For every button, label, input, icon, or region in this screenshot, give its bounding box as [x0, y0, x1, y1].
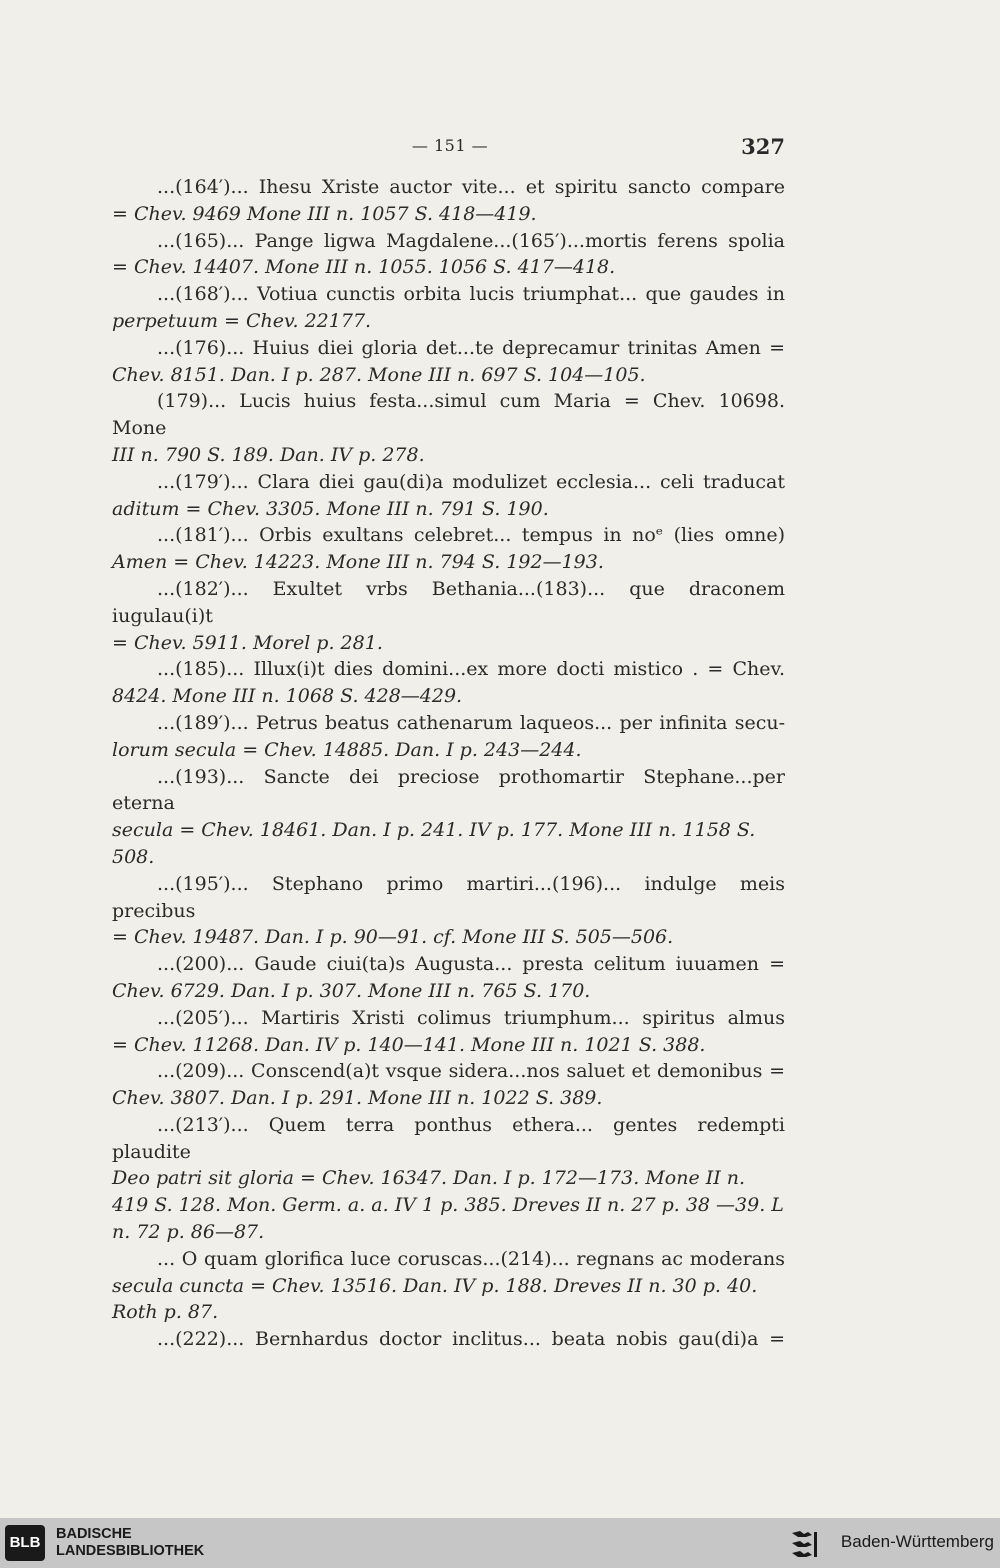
entry	[112, 522, 785, 576]
entry	[112, 1326, 785, 1353]
entry-first-line: ...(182′)... Exultet vrbs Bethania...(183)... que draconem iugulau(i)t	[112, 577, 785, 627]
entry	[112, 469, 785, 523]
entry-first-line: ...(165)... Pange ligwa Magdalene...(165′)...mortis ferens spolia	[157, 229, 785, 252]
library-name[interactable]	[56, 1526, 204, 1560]
lions-coat-of-arms-icon	[788, 1527, 824, 1561]
entry-first-line: ...(200)... Gaude ciui(ta)s Augusta... presta celitum iuuamen =	[157, 953, 785, 976]
entry-first-line: ... O quam glorifica luce coruscas...(214)... regnans ac moderans	[157, 1247, 785, 1270]
entry-first-line: ...(213′)... Quem terra ponthus ethera... gentes redempti plaudite	[112, 1113, 785, 1163]
entry-reference: perpetuum = Chev. 22177.	[112, 309, 372, 332]
entry	[112, 388, 785, 468]
entry-first-line: ...(168′)... Votiua cunctis orbita lucis triumphat... que gaudes in	[157, 283, 785, 306]
entry	[112, 1005, 785, 1059]
library-name-line1: BADISCHE	[56, 1526, 132, 1542]
entry-first-line: ...(195′)... Stephano primo martiri...(196)... indulge meis precibus	[112, 872, 785, 922]
entry-reference: lorum secula = Chev. 14885. Dan. I p. 243—244.	[112, 738, 582, 761]
entry-reference: Chev. 6729. Dan. I p. 307. Mone III n. 765 S. 170.	[112, 979, 591, 1002]
entry	[112, 174, 785, 228]
entry-reference: Deo patri sit gloria = Chev. 16347. Dan. I p. 172—173. Mone II n. 419 S. 128. Mon. Germ. a. a. IV 1 p. 385. Dreves II n. 27 p. 38 —39. L n. 72 p. 86—87.	[112, 1167, 784, 1244]
entry	[112, 871, 785, 951]
entry-first-line: ...(185)... Illux(i)t dies domini...ex more docti mistico . = Chev.	[157, 658, 785, 681]
folio-inner: — 151 —	[411, 136, 489, 155]
entry	[112, 1058, 785, 1112]
entry-first-line: ...(193)... Sancte dei preciose prothomartir Stephane...per eterna	[112, 765, 785, 815]
page-header	[0, 134, 1000, 162]
entry-reference: Amen = Chev. 14223. Mone III n. 794 S. 192—193.	[112, 551, 604, 574]
entry-reference: III n. 790 S. 189. Dan. IV p. 278.	[112, 443, 425, 466]
entry	[112, 576, 785, 656]
state-name[interactable]: Baden-Württemberg	[840, 1532, 994, 1551]
library-name-line2: LANDESBIBLIOTHEK	[56, 1543, 205, 1559]
entry-first-line: ...(164′)... Ihesu Xriste auctor vite... et spiritu sancto compare	[157, 176, 785, 198]
entry-reference: = Chev. 19487. Dan. I p. 90—91. cf. Mone III S. 505—506.	[112, 926, 674, 949]
entry-first-line: ...(179′)... Clara diei gau(di)a modulizet ecclesia... celi traducat	[157, 470, 785, 493]
entry-reference: Chev. 8151. Dan. I p. 287. Mone III n. 697 S. 104—105.	[112, 363, 646, 386]
entry-first-line: ...(209)... Conscend(a)t vsque sidera...nos saluet et demonibus =	[157, 1060, 785, 1083]
entry	[112, 1246, 785, 1326]
entry-reference: secula cuncta = Chev. 13516. Dan. IV p. 188. Dreves II n. 30 p. 40. Roth p. 87.	[112, 1274, 758, 1324]
entry-reference: = Chev. 11268. Dan. IV p. 140—141. Mone III n. 1021 S. 388.	[112, 1033, 706, 1056]
entry-reference: 8424. Mone III n. 1068 S. 428—429.	[112, 685, 463, 708]
page-number: 327	[741, 134, 785, 159]
entry	[112, 764, 785, 871]
blb-logo[interactable]: BLB	[5, 1525, 45, 1561]
entry-first-line: ...(222)... Bernhardus doctor inclitus... beata nobis gau(di)a =	[157, 1328, 785, 1351]
entry	[112, 228, 785, 282]
entry-first-line: ...(205′)... Martiris Xristi colimus triumphum... spiritus almus	[157, 1006, 785, 1029]
entry	[112, 951, 785, 1005]
entry-reference: = Chev. 5911. Morel p. 281.	[112, 631, 383, 654]
entry-first-line: (179)... Lucis huius festa...simul cum Maria = Chev. 10698. Mone	[112, 390, 785, 440]
entry-reference: = Chev. 9469 Mone III n. 1057 S. 418—419.	[112, 202, 537, 225]
entry	[112, 335, 785, 389]
entry-reference: Chev. 3807. Dan. I p. 291. Mone III n. 1022 S. 389.	[112, 1087, 603, 1110]
entry-reference: secula = Chev. 18461. Dan. I p. 241. IV p. 177. Mone III n. 1158 S. 508.	[112, 819, 756, 868]
entry	[112, 281, 785, 335]
entry-first-line: ...(189′)... Petrus beatus cathenarum laqueos... per infinita secu-	[157, 711, 785, 734]
text-block	[112, 174, 785, 1353]
entry	[112, 656, 785, 710]
entry	[112, 710, 785, 764]
entry-first-line: ...(176)... Huius diei gloria det...te deprecamur trinitas Amen =	[157, 336, 785, 359]
footer-bar	[0, 1518, 1000, 1568]
entry	[112, 1112, 785, 1246]
entry-first-line: ...(181′)... Orbis exultans celebret... tempus in noᵉ (lies omne)	[157, 524, 785, 547]
entry-reference: = Chev. 14407. Mone III n. 1055. 1056 S. 417—418.	[112, 256, 616, 279]
entry-reference: aditum = Chev. 3305. Mone III n. 791 S. 190.	[112, 497, 549, 520]
